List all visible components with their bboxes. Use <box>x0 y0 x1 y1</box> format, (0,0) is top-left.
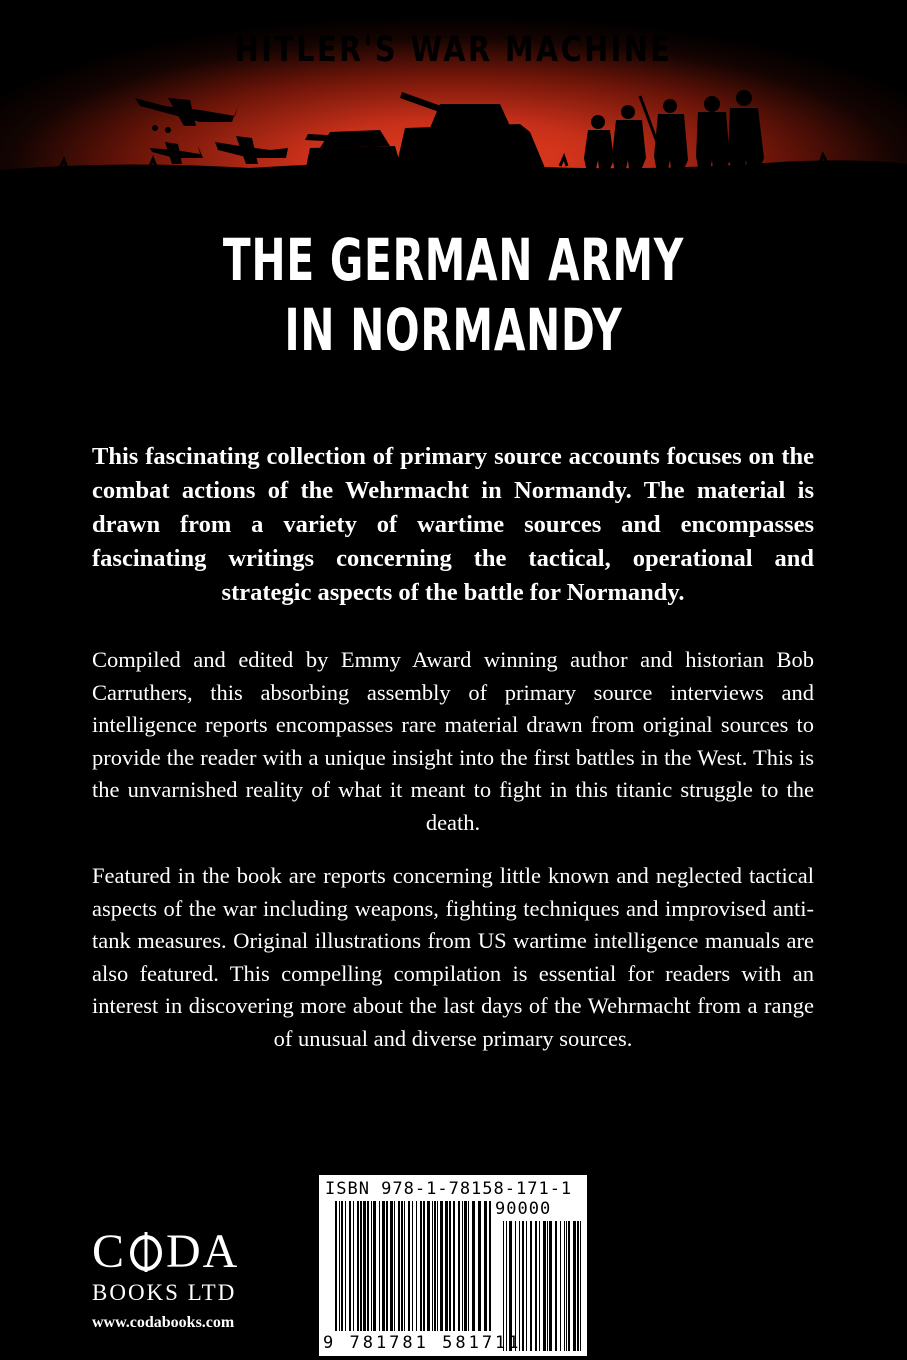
plane-icon <box>215 136 288 164</box>
barcode-bar <box>478 1201 481 1331</box>
barcode-bar <box>371 1201 372 1331</box>
blurb-paragraph-3: Featured in the book are reports concerning little known and neglected tactical aspects of the war including weapons, fighting techniques and improvised anti-tank measures. Original illustrations from US wartime intelligence manuals are also featured. This compelling compilation is essential for readers with an interest in discovering more about the last days of the Wehrmacht from a range of unusual and diverse primary sources. <box>92 863 814 1051</box>
barcode-bar <box>394 1201 395 1331</box>
ean-number: 9 781781 581711 <box>323 1333 522 1353</box>
barcode-bar <box>522 1221 524 1351</box>
barcode-bar <box>539 1221 540 1351</box>
barcode-bar <box>420 1201 422 1331</box>
barcode-bar <box>530 1221 532 1351</box>
plane-icon <box>150 142 203 164</box>
barcode-bar <box>339 1201 340 1331</box>
barcode-bar <box>573 1221 576 1351</box>
barcode-bar <box>519 1221 520 1351</box>
barcode-bar <box>468 1201 469 1331</box>
barcode-bar <box>401 1201 403 1331</box>
barcode-bar <box>580 1221 581 1351</box>
publisher-url: www.codabooks.com <box>92 1314 235 1331</box>
barcode-bar <box>515 1221 516 1351</box>
barcode-bar <box>373 1201 376 1331</box>
barcode-bar <box>398 1201 400 1331</box>
barcode-bar <box>445 1201 448 1331</box>
barcode-bar <box>464 1201 467 1331</box>
barcode-bar <box>564 1221 565 1351</box>
barcode-bar <box>509 1221 512 1351</box>
publisher-name-right: DA <box>166 1225 240 1278</box>
barcode-bar <box>335 1201 337 1331</box>
barcode-bar <box>566 1221 567 1351</box>
publisher-logo <box>92 1225 292 1332</box>
barcode-bar <box>367 1201 369 1331</box>
barcode-bar <box>489 1201 491 1331</box>
plane-icon <box>135 98 238 133</box>
barcode-bar <box>412 1201 413 1331</box>
barcode-bar <box>349 1201 351 1331</box>
book-title-line-2: IN NORMANDY <box>284 296 623 364</box>
barcode-bar <box>472 1201 475 1331</box>
book-title-line-1: THE GERMAN ARMY <box>222 226 685 294</box>
barcode-bar <box>453 1201 455 1331</box>
blurb-lead-paragraph: This fascinating collection of primary source accounts focuses on the combat actions of the Wehrmacht in Normandy. The material is drawn from a variety of wartime sources and encompasses fascinating writings concerning the tactical, operational and strategic aspects of the battle for Normandy. <box>92 443 814 606</box>
barcode-bar <box>440 1201 443 1331</box>
barcode-bar <box>408 1201 410 1331</box>
barcode-bar <box>577 1221 579 1351</box>
coda-o-emblem-icon <box>128 1232 164 1272</box>
barcode-bar <box>503 1221 504 1351</box>
barcode-bar <box>386 1201 388 1331</box>
isbn-number: ISBN 978-1-78158-171-1 <box>325 1179 573 1199</box>
barcode-bar <box>549 1221 552 1351</box>
barcode-bar <box>568 1221 570 1351</box>
barcode-bar <box>345 1201 346 1331</box>
blurb-paragraph-2: Compiled and edited by Emmy Award winning author and historian Bob Carruthers, this absorbing assembly of primary source interviews and intelligence reports encompasses rare material drawn from original sources to provide the reader with a unique insight into the first battles in the West. This is the unvarnished reality of what it meant to fight in this titanic struggle to the death. <box>92 647 814 835</box>
barcode-bar <box>357 1201 359 1331</box>
tank-icon <box>305 130 402 172</box>
publisher-name <box>92 1225 292 1278</box>
publisher-name-left: C <box>92 1225 127 1278</box>
barcode-bar <box>543 1221 546 1351</box>
barcode-bar <box>449 1201 451 1331</box>
barcode-bar <box>379 1201 380 1331</box>
barcode-bar <box>526 1221 527 1351</box>
barcode-bar <box>560 1221 561 1351</box>
barcode-bar <box>432 1201 433 1331</box>
barcode-bar <box>353 1201 354 1331</box>
series-title: HITLER'S WAR MACHINE <box>234 30 673 70</box>
barcode-bar <box>423 1201 425 1331</box>
price-addon-number: 90000 <box>495 1199 552 1219</box>
barcode-bar <box>416 1201 417 1331</box>
barcode-bar <box>437 1201 438 1331</box>
publisher-subtitle: BOOKS LTD <box>92 1280 237 1305</box>
barcode-bar <box>555 1221 557 1351</box>
barcode-bar <box>363 1201 366 1331</box>
barcode-bar <box>458 1201 460 1331</box>
barcode-bar <box>390 1201 393 1331</box>
tank-icon <box>395 92 545 172</box>
war-silhouette-illustration <box>0 0 907 190</box>
barcode-bar <box>341 1201 343 1331</box>
barcode-bar <box>360 1201 362 1331</box>
barcode-bar <box>506 1221 507 1351</box>
barcode-bar <box>462 1201 463 1331</box>
book-title <box>100 225 807 365</box>
isbn-barcode <box>319 1175 587 1356</box>
barcode-bar <box>427 1201 430 1331</box>
barcode-bar <box>434 1201 436 1331</box>
barcode-bar <box>382 1201 385 1331</box>
cover-banner <box>0 0 907 190</box>
barcode-bar <box>535 1221 537 1351</box>
barcode-bar <box>404 1201 405 1331</box>
soldiers-icon <box>584 90 764 178</box>
barcode-bar <box>547 1221 548 1351</box>
barcode-bar <box>484 1201 487 1331</box>
